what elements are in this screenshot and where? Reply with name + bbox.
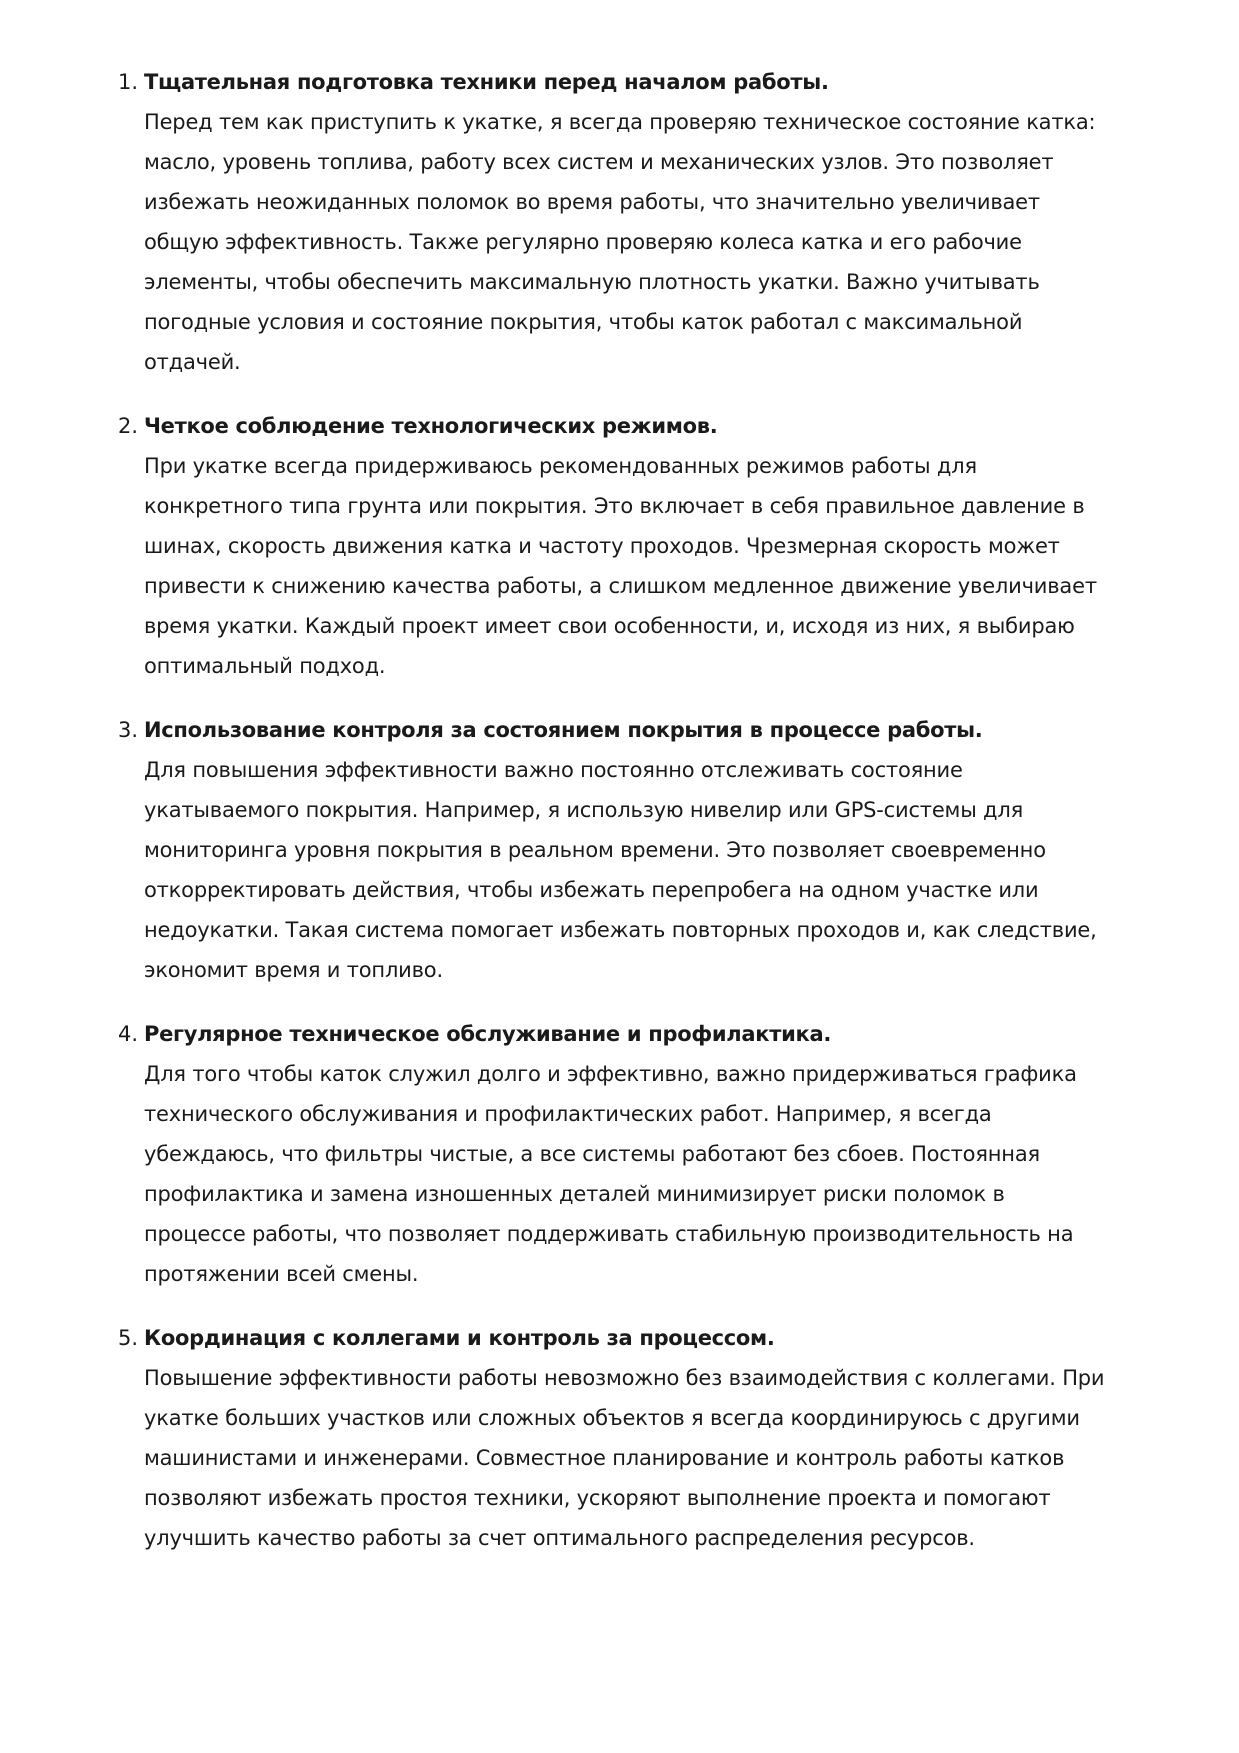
body-line: Повышение эффективности работы невозможно без взаимодействия с коллегами. При xyxy=(144,1366,1105,1390)
list-item xyxy=(118,710,1163,990)
item-body xyxy=(144,102,1163,382)
body-line: Для того чтобы каток служил долго и эффективно, важно придерживаться графика xyxy=(144,1062,1077,1086)
item-body xyxy=(144,446,1163,686)
body-line: Перед тем как приступить к укатке, я всегда проверяю техническое состояние катка: xyxy=(144,110,1096,134)
item-title: Регулярное техническое обслуживание и профилактика. xyxy=(144,1022,832,1046)
body-line: масло, уровень топлива, работу всех систем и механических узлов. Это позволяет xyxy=(144,150,1054,174)
body-line: отдачей. xyxy=(144,350,241,374)
item-body xyxy=(144,1358,1163,1558)
body-line: оптимальный подход. xyxy=(144,654,386,678)
body-line: Для повышения эффективности важно постоянно отслеживать состояние xyxy=(144,758,963,782)
body-line: При укатке всегда придерживаюсь рекомендованных режимов работы для xyxy=(144,454,977,478)
item-body xyxy=(144,750,1163,990)
body-line: профилактика и замена изношенных деталей минимизирует риски поломок в xyxy=(144,1182,1005,1206)
body-line: мониторинга уровня покрытия в реальном времени. Это позволяет своевременно xyxy=(144,838,1046,862)
body-line: убеждаюсь, что фильтры чистые, а все системы работают без сбоев. Постоянная xyxy=(144,1142,1040,1166)
body-line: избежать неожиданных поломок во время работы, что значительно увеличивает xyxy=(144,190,1040,214)
item-number: 2. xyxy=(118,414,139,438)
item-title: Четкое соблюдение технологических режимов. xyxy=(144,414,718,438)
item-body xyxy=(144,1054,1163,1294)
body-line: процессе работы, что позволяет поддерживать стабильную производительность на xyxy=(144,1222,1074,1246)
body-line: откорректировать действия, чтобы избежать перепробега на одном участке или xyxy=(144,878,1039,902)
body-line: позволяют избежать простоя техники, ускоряют выполнение проекта и помогают xyxy=(144,1486,1051,1510)
item-title: Использование контроля за состоянием покрытия в процессе работы. xyxy=(144,718,983,742)
body-line: элементы, чтобы обеспечить максимальную плотность укатки. Важно учитывать xyxy=(144,270,1040,294)
body-line: общую эффективность. Также регулярно проверяю колеса катка и его рабочие xyxy=(144,230,1022,254)
list-item xyxy=(118,1014,1163,1294)
item-number: 1. xyxy=(118,70,139,94)
body-line: погодные условия и состояние покрытия, чтобы каток работал с максимальной xyxy=(144,310,1023,334)
body-line: привести к снижению качества работы, а слишком медленное движение увеличивает xyxy=(144,574,1097,598)
body-line: машинистами и инженерами. Совместное планирование и контроль работы катков xyxy=(144,1446,1065,1470)
item-title: Координация с коллегами и контроль за процессом. xyxy=(144,1326,775,1350)
body-line: время укатки. Каждый проект имеет свои особенности, и, исходя из них, я выбираю xyxy=(144,614,1075,638)
body-line: недоукатки. Такая система помогает избежать повторных проходов и, как следствие, xyxy=(144,918,1097,942)
body-line: протяжении всей смены. xyxy=(144,1262,419,1286)
item-number: 3. xyxy=(118,718,139,742)
item-number: 4. xyxy=(118,1022,139,1046)
item-title: Тщательная подготовка техники перед началом работы. xyxy=(144,70,829,94)
body-line: шинах, скорость движения катка и частоту проходов. Чрезмерная скорость может xyxy=(144,534,1060,558)
item-number: 5. xyxy=(118,1326,139,1350)
body-line: улучшить качество работы за счет оптимального распределения ресурсов. xyxy=(144,1526,975,1550)
body-line: экономит время и топливо. xyxy=(144,958,443,982)
body-line: конкретного типа грунта или покрытия. Это включает в себя правильное давление в xyxy=(144,494,1085,518)
list-item xyxy=(118,1318,1163,1558)
body-line: укатываемого покрытия. Например, я использую нивелир или GPS-системы для xyxy=(144,798,1024,822)
body-line: технического обслуживания и профилактических работ. Например, я всегда xyxy=(144,1102,992,1126)
list-item xyxy=(118,62,1163,382)
body-line: укатке больших участков или сложных объектов я всегда координируюсь с другими xyxy=(144,1406,1080,1430)
list-item xyxy=(118,406,1163,686)
numbered-list xyxy=(118,62,1163,1582)
